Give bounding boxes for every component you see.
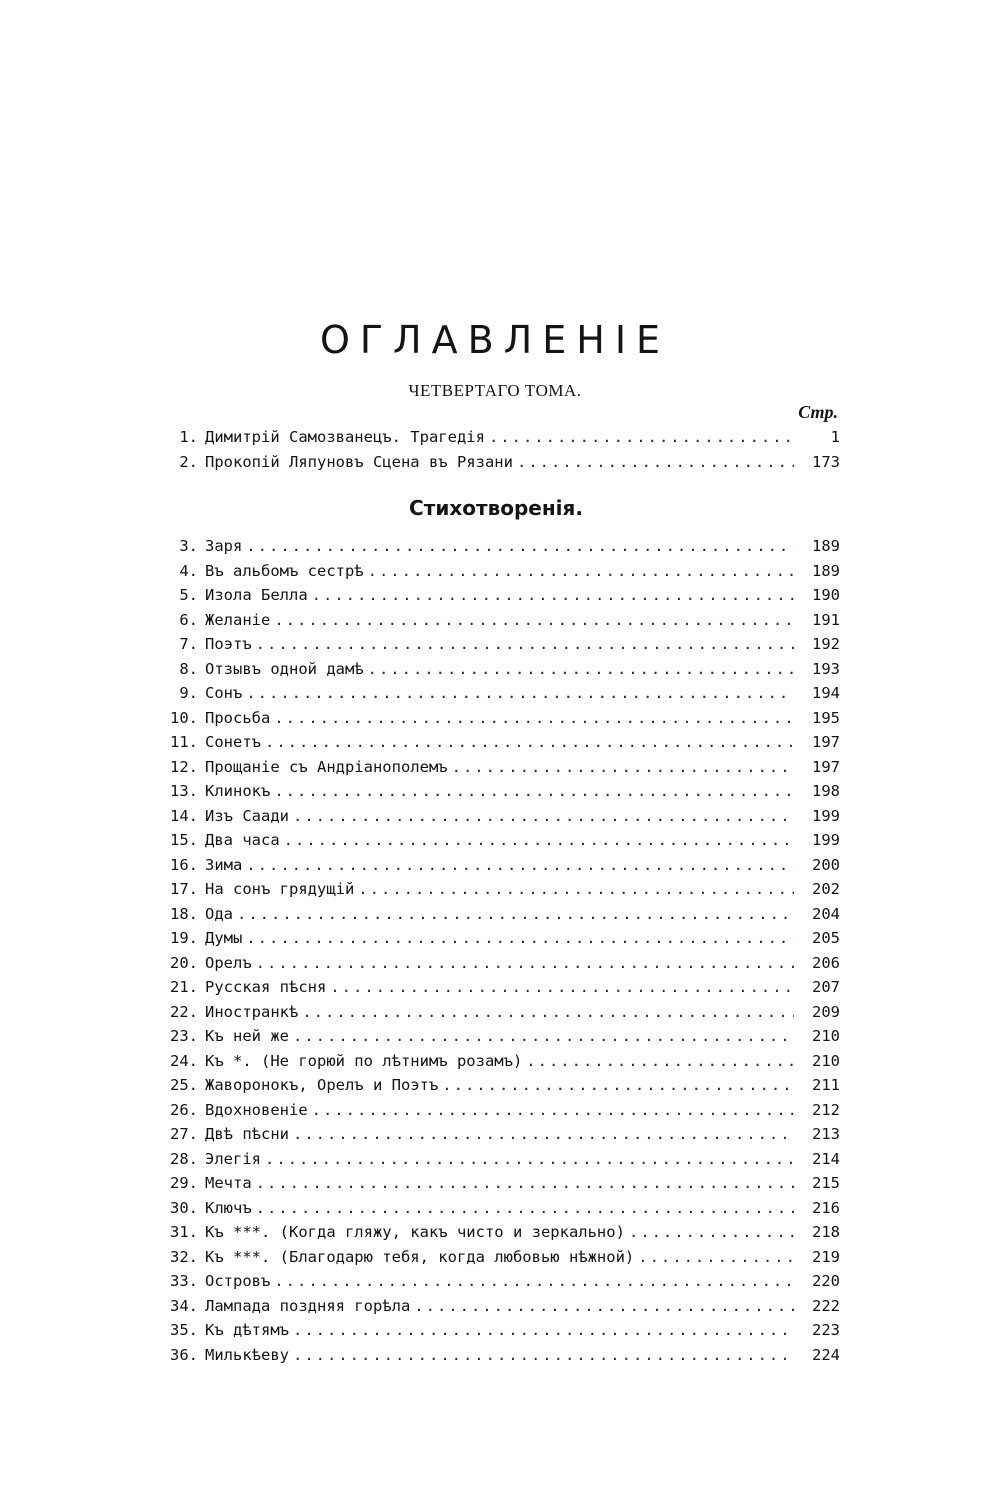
toc-entry — [160, 954, 840, 979]
dot-leader — [256, 1199, 794, 1217]
entry-title: Ода — [205, 904, 233, 923]
toc-entry — [160, 1199, 840, 1224]
dot-leader — [526, 1052, 794, 1070]
entry-number: 25. — [170, 1076, 198, 1094]
entry-number: 36. — [170, 1345, 198, 1364]
entry-title: Иностранкѣ — [205, 1002, 299, 1021]
toc-entry — [160, 1101, 840, 1126]
entry-title: Къ ней же — [205, 1027, 289, 1045]
dot-leader — [358, 880, 794, 898]
entry-title: Изола Белла — [205, 586, 308, 604]
page-title: ОГЛАВЛЕНІЕ — [319, 318, 671, 362]
dot-leader — [330, 978, 794, 996]
entry-page-number: 189 — [812, 537, 840, 555]
toc-entry — [160, 905, 840, 930]
dot-leader — [293, 807, 794, 825]
entry-page-number: 192 — [812, 635, 840, 653]
toc-entry — [160, 1052, 840, 1077]
toc-entry — [160, 880, 840, 905]
entry-number: 11. — [170, 733, 198, 751]
page-subtitle: ЧЕТВЕРТАГО ТОМА. — [408, 381, 582, 400]
entry-title: Къ дѣтямъ — [205, 1321, 289, 1339]
entry-number: 23. — [170, 1027, 198, 1045]
entry-title: Зима — [205, 855, 243, 874]
entry-page-number: 218 — [812, 1223, 840, 1241]
entry-number: 9. — [179, 684, 198, 702]
entry-title: Къ ***. (Когда гляжу, какъ чисто и зеркально) — [205, 1223, 625, 1241]
toc-entry — [160, 660, 840, 685]
dot-leader — [442, 1076, 794, 1094]
entry-title: Мечта — [205, 1174, 252, 1192]
entry-number: 35. — [170, 1321, 198, 1339]
dot-leader — [274, 782, 794, 800]
toc-entry — [160, 1346, 840, 1371]
entry-number: 17. — [170, 880, 198, 898]
dot-leader — [638, 1248, 794, 1266]
toc-entry — [160, 1027, 840, 1052]
toc-entry — [160, 1174, 840, 1199]
toc-entry — [160, 807, 840, 832]
entry-number: 14. — [170, 806, 198, 825]
dot-leader — [293, 1321, 794, 1339]
entry-number: 28. — [170, 1149, 198, 1168]
dot-leader — [284, 831, 794, 849]
toc-entry — [160, 1297, 840, 1322]
entry-page-number: 209 — [812, 1002, 840, 1021]
entry-page-number: 1 — [830, 428, 840, 446]
entry-title: Къ ***. (Благодарю тебя, когда любовью нѣжной) — [205, 1247, 635, 1266]
toc-entry — [160, 1223, 840, 1248]
dot-leader — [274, 611, 794, 629]
entry-page-number: 189 — [812, 561, 840, 580]
toc-entry — [160, 733, 840, 758]
toc-entry — [160, 1003, 840, 1028]
toc-entry — [160, 978, 840, 1003]
dot-leader — [246, 684, 794, 702]
toc-entry — [160, 428, 840, 453]
entry-title: Элегія — [205, 1149, 261, 1168]
dot-leader — [274, 709, 794, 727]
dot-leader — [237, 905, 794, 923]
toc-poems-list — [160, 537, 840, 1370]
dot-leader — [293, 1027, 794, 1045]
entry-page-number: 215 — [812, 1174, 840, 1192]
entry-number: 22. — [170, 1002, 198, 1021]
entry-page-number: 195 — [812, 708, 840, 727]
entry-title: Русская пѣсня — [205, 978, 327, 996]
entry-number: 4. — [179, 561, 198, 580]
toc-entry — [160, 1272, 840, 1297]
toc-entry — [160, 1150, 840, 1175]
entry-page-number: 210 — [812, 1051, 840, 1070]
dot-leader — [256, 954, 794, 972]
dot-leader — [256, 1174, 794, 1192]
toc-entry — [160, 684, 840, 709]
entry-page-number: 214 — [812, 1149, 840, 1168]
entry-title: Прокопій Ляпуновъ Сцена въ Рязани — [205, 452, 513, 471]
dot-leader — [414, 1297, 794, 1315]
entry-title: Ключъ — [205, 1198, 252, 1217]
entry-page-number: 190 — [812, 586, 840, 604]
entry-number: 18. — [170, 904, 198, 923]
dot-leader — [452, 758, 794, 776]
entry-number: 19. — [170, 929, 198, 947]
entry-title: Клинокъ — [205, 782, 271, 800]
dot-leader — [265, 1150, 794, 1168]
entry-number: 20. — [170, 953, 198, 972]
entry-page-number: 173 — [812, 452, 840, 471]
entry-number: 13. — [170, 782, 198, 800]
entry-page-number: 197 — [812, 757, 840, 776]
entry-number: 32. — [170, 1247, 198, 1266]
dot-leader — [246, 856, 794, 874]
toc-entry — [160, 562, 840, 587]
entry-title: На сонъ грядущій — [205, 880, 355, 898]
entry-number: 27. — [170, 1125, 198, 1143]
entry-page-number: 194 — [812, 684, 840, 702]
entry-title: Поэтъ — [205, 635, 252, 653]
dot-leader — [312, 1101, 794, 1119]
entry-title: Въ альбомъ сестрѣ — [205, 561, 364, 580]
entry-number: 34. — [170, 1296, 198, 1315]
dot-leader — [293, 1346, 794, 1364]
entry-page-number: 207 — [812, 978, 840, 996]
entry-title: Орелъ — [205, 953, 252, 972]
dot-leader — [302, 1003, 794, 1021]
entry-number: 6. — [179, 610, 198, 629]
entry-number: 3. — [179, 537, 198, 555]
entry-page-number: 202 — [812, 880, 840, 898]
toc-entry — [160, 611, 840, 636]
dot-leader — [246, 929, 794, 947]
toc-entry — [160, 831, 840, 856]
entry-title: Къ *. (Не горюй по лѣтнимъ розамъ) — [205, 1051, 523, 1070]
dot-leader — [256, 635, 794, 653]
dot-leader — [489, 428, 794, 446]
entry-title: Прощаніе съ Андріанополемъ — [205, 757, 448, 776]
entry-title: Отзывъ одной дамѣ — [205, 659, 364, 678]
toc-entry — [160, 1321, 840, 1346]
dot-leader — [312, 586, 794, 604]
entry-number: 7. — [179, 635, 198, 653]
entry-page-number: 206 — [812, 953, 840, 972]
entry-page-number: 197 — [812, 733, 840, 751]
toc-entry — [160, 1076, 840, 1101]
entry-title: Просьба — [205, 708, 271, 727]
entry-page-number: 210 — [812, 1027, 840, 1045]
dot-leader — [293, 1125, 794, 1143]
entry-number: 24. — [170, 1051, 198, 1070]
entry-page-number: 199 — [812, 831, 840, 849]
entry-page-number: 211 — [812, 1076, 840, 1094]
entry-title: Вдохновеніе — [205, 1100, 308, 1119]
dot-leader — [274, 1272, 794, 1290]
entry-title: Милькѣеву — [205, 1345, 289, 1364]
entry-page-number: 213 — [812, 1125, 840, 1143]
entry-title: Лампада поздняя горѣла — [205, 1296, 411, 1315]
toc-entry — [160, 782, 840, 807]
entry-page-number: 223 — [812, 1321, 840, 1339]
dot-leader — [629, 1223, 794, 1241]
entry-number: 26. — [170, 1100, 198, 1119]
entry-page-number: 200 — [812, 855, 840, 874]
entry-title: Заря — [205, 537, 243, 555]
entry-page-number: 219 — [812, 1247, 840, 1266]
entry-title: Димитрій Самозванецъ. Трагедія — [205, 428, 485, 446]
entry-page-number: 224 — [812, 1345, 840, 1364]
entry-number: 10. — [170, 708, 198, 727]
dot-leader — [246, 537, 794, 555]
entry-page-number: 205 — [812, 929, 840, 947]
toc-top-list — [160, 428, 840, 477]
entry-page-number: 198 — [812, 782, 840, 800]
entry-title: Двѣ пѣсни — [205, 1125, 289, 1143]
toc-entry — [160, 635, 840, 660]
entry-number: 21. — [170, 978, 198, 996]
entry-number: 15. — [170, 831, 198, 849]
toc-entry — [160, 856, 840, 881]
entry-page-number: 191 — [812, 610, 840, 629]
entry-number: 2. — [179, 452, 198, 471]
entry-page-number: 220 — [812, 1272, 840, 1290]
entry-title: Сонъ — [205, 684, 243, 702]
dot-leader — [368, 562, 794, 580]
entry-number: 12. — [170, 757, 198, 776]
entry-title: Жаворонокъ, Орелъ и Поэтъ — [205, 1076, 439, 1094]
dot-leader — [517, 453, 794, 471]
toc-entry — [160, 929, 840, 954]
toc-entry — [160, 453, 840, 478]
dot-leader — [368, 660, 794, 678]
entry-page-number: 222 — [812, 1296, 840, 1315]
entry-page-number: 216 — [812, 1198, 840, 1217]
entry-number: 30. — [170, 1198, 198, 1217]
toc-entry — [160, 758, 840, 783]
entry-title: Думы — [205, 929, 243, 947]
dot-leader — [265, 733, 794, 751]
entry-number: 29. — [170, 1174, 198, 1192]
toc-entry — [160, 537, 840, 562]
toc-entry — [160, 586, 840, 611]
toc-entry — [160, 1248, 840, 1273]
entry-page-number: 204 — [812, 904, 840, 923]
section-title: Стихотворенія. — [409, 496, 583, 520]
entry-title: Сонетъ — [205, 733, 261, 751]
entry-page-number: 199 — [812, 806, 840, 825]
entry-number: 1. — [179, 428, 198, 446]
entry-number: 16. — [170, 855, 198, 874]
toc-entry — [160, 1125, 840, 1150]
page-column-label: Стр. — [798, 402, 838, 422]
entry-number: 5. — [179, 586, 198, 604]
entry-number: 8. — [179, 659, 198, 678]
entry-number: 31. — [170, 1223, 198, 1241]
entry-title: Желаніе — [205, 610, 271, 629]
entry-number: 33. — [170, 1272, 198, 1290]
entry-title: Островъ — [205, 1272, 271, 1290]
entry-page-number: 212 — [812, 1100, 840, 1119]
entry-title: Два часа — [205, 831, 280, 849]
entry-page-number: 193 — [812, 659, 840, 678]
toc-entry — [160, 709, 840, 734]
entry-title: Изъ Саади — [205, 806, 289, 825]
